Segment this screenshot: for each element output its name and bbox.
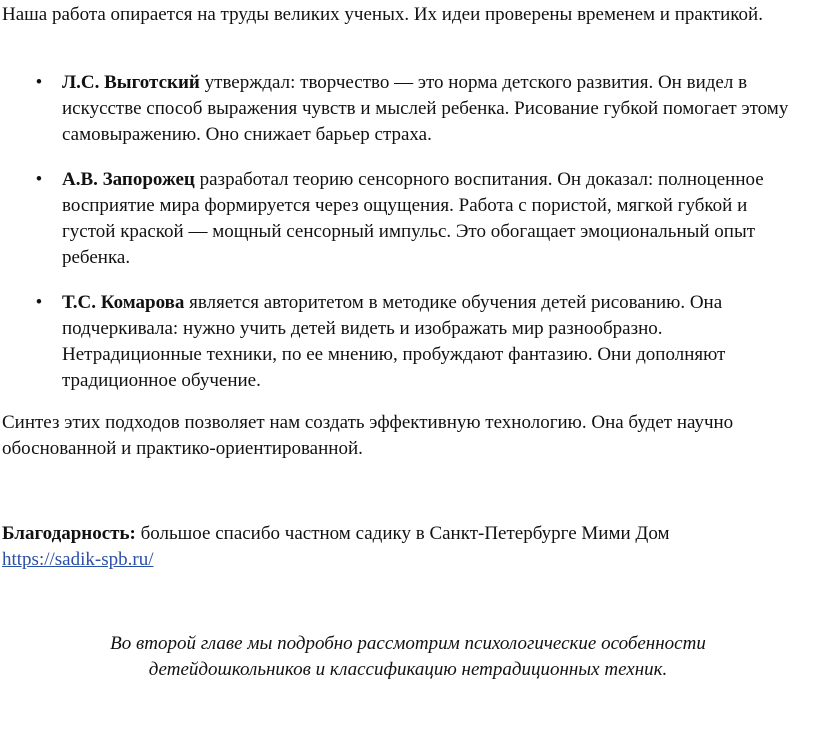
bullet-icon: • [35, 72, 43, 93]
list-item-zaporozhets [0, 167, 802, 271]
website-link[interactable]: https://sadik-spb.ru/ [2, 549, 154, 570]
synthesis-paragraph: Синтез этих подходов позволяет нам создать эффективную технологию. Она будет научно обоснованной и практико-ориентированной. [2, 412, 734, 459]
list-item-komarova [0, 290, 802, 394]
intro-paragraph: Наша работа опирается на труды великих ученых. Их идеи проверены временем и практикой. [2, 4, 763, 25]
scholar-name: Л.С. Выготский [62, 72, 200, 93]
bullet-icon: • [35, 169, 43, 190]
acknowledgement-label: Благодарность: [2, 523, 136, 544]
scholar-description: является авторитетом в методике обучения детей рисованию. Она подчеркивала: нужно учить детей видеть и изображать мир разнообразно. Нетрадиционные техники, по ее мнению, пробуждают фантазию. Они дополняют традиционное обучение. [62, 292, 726, 391]
acknowledgement-text: большое спасибо частном садику в Санкт-Петербурге Мими Дом [135, 523, 670, 544]
closing-line-2: детейдошкольников и классификацию нетрадиционных техник. [148, 659, 668, 680]
scholar-name: А.В. Запорожец [62, 169, 195, 190]
scholar-name: Т.С. Комарова [62, 292, 185, 313]
scholars-list [0, 70, 816, 413]
list-item-vygotsky [0, 70, 802, 148]
scholar-description: утверждал: творчество — это норма детского развития. Он видел в искусстве способ выражения чувств и мыслей ребенка. Рисование губкой помогает этому самовыражению. Оно снижает барьер страха. [62, 72, 789, 145]
closing-note [0, 631, 816, 683]
closing-line-1: Во второй главе мы подробно рассмотрим психологические особенности [110, 633, 706, 654]
bullet-icon: • [35, 292, 43, 313]
acknowledgement-paragraph [2, 521, 802, 573]
scholar-description: разработал теорию сенсорного воспитания. Он доказал: полноценное восприятие мира формируется через ощущения. Работа с пористой, мягкой губкой и густой краской — мощный сенсорный импульс. Это обогащает эмоциональный опыт ребенка. [62, 169, 764, 268]
